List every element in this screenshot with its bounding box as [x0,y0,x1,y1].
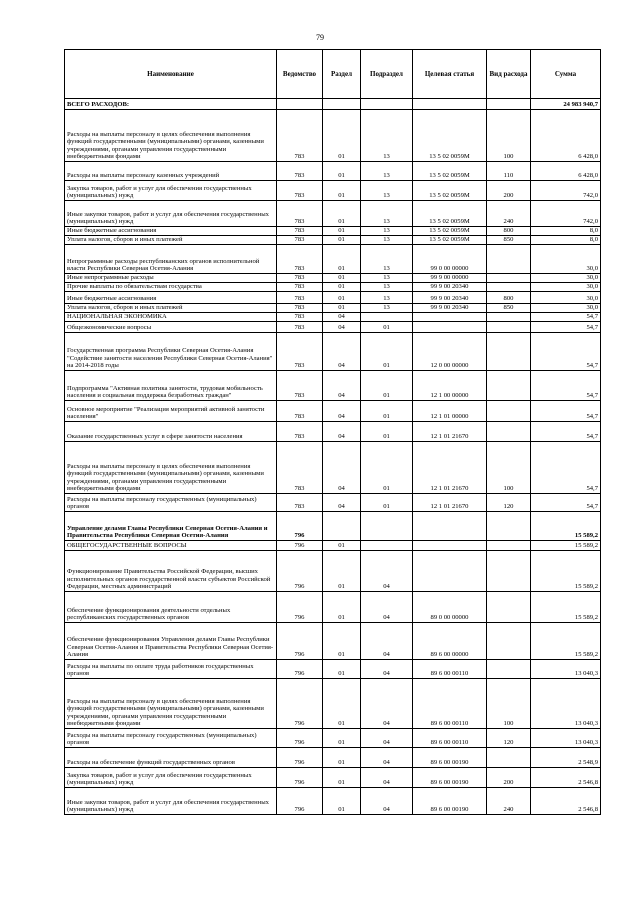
cell-sum: 2 546,8 [531,788,601,815]
cell-target: 99 9 00 20340 [413,304,487,313]
cell-vedomstvo: 783 [277,442,323,494]
cell-vedomstvo: 783 [277,201,323,227]
cell-target: 13 5 02 0059М [413,162,487,181]
cell-razdel: 01 [323,748,361,768]
cell-sum: 742,0 [531,201,601,227]
cell-podrazdel: 04 [361,679,413,729]
cell-vedomstvo: 783 [277,227,323,236]
cell-sum: 15 589,2 [531,551,601,592]
cell-vid: 100 [487,110,531,162]
cell-vid: 800 [487,227,531,236]
cell-vid: 850 [487,236,531,245]
cell-razdel: 01 [323,623,361,660]
cell-name: Управление делами Главы Республики Северная Осетия-Алания и Правительства Республики Северная Осетия-Алания [65,512,277,541]
cell-podrazdel: 04 [361,729,413,748]
cell-name: Оказание государственных услуг в сфере занятости населения [65,422,277,442]
cell-razdel: 04 [323,494,361,512]
header-vedomstvo: Ведомство [277,50,323,99]
cell-vid [487,623,531,660]
table-row [65,313,601,322]
cell-name: Уплата налогов, сборов и иных платежей [65,304,277,313]
cell-target: 99 9 00 20340 [413,283,487,292]
cell-podrazdel: 04 [361,768,413,788]
cell-name: Закупка товаров, работ и услуг для обеспечения государственных (муниципальных) нужд [65,181,277,201]
cell-sum: 8,0 [531,227,601,236]
cell-podrazdel [361,512,413,541]
cell-razdel: 04 [323,422,361,442]
cell-target: 12 1 01 21670 [413,494,487,512]
table-row [65,422,601,442]
cell-vid: 100 [487,679,531,729]
cell-vid: 850 [487,304,531,313]
cell-podrazdel: 13 [361,283,413,292]
cell-target [413,512,487,541]
cell-name: Расходы на обеспечение функций государственных органов [65,748,277,768]
cell-razdel: 04 [323,442,361,494]
table-row [65,236,601,245]
cell-name: НАЦИОНАЛЬНАЯ ЭКОНОМИКА [65,313,277,322]
table-row [65,292,601,304]
cell-podrazdel: 13 [361,245,413,274]
cell-vid: 200 [487,768,531,788]
cell-name: Расходы на выплаты персоналу государственных (муниципальных) органов [65,729,277,748]
cell-sum: 54,7 [531,494,601,512]
table-row [65,181,601,201]
cell-vedomstvo: 783 [277,110,323,162]
cell-podrazdel: 04 [361,551,413,592]
cell-name: Иные закупки товаров, работ и услуг для обеспечения государственных (муниципальных) нужд [65,788,277,815]
cell-vid [487,551,531,592]
cell-target: 89 6 00 00110 [413,729,487,748]
cell-vedomstvo: 783 [277,401,323,422]
cell-sum: 8,0 [531,236,601,245]
table-row [65,623,601,660]
cell-vid [487,422,531,442]
cell-razdel: 01 [323,551,361,592]
cell-vid [487,748,531,768]
cell-vedomstvo: 783 [277,313,323,322]
cell-name: Закупка товаров, работ и услуг для обеспечения государственных (муниципальных) нужд [65,768,277,788]
cell-razdel: 04 [323,313,361,322]
cell-name: Расходы на выплаты персоналу в целях обеспечения выполнения функций государственными (муниципальными) органами, казенными учреждениями, органами управления государственными внебюджетными фондами [65,679,277,729]
cell-name: Иные бюджетные ассигнования [65,227,277,236]
cell-name: Уплата налогов, сборов и иных платежей [65,236,277,245]
cell-name: ВСЕГО РАСХОДОВ: [65,99,277,110]
cell-razdel: 01 [323,679,361,729]
cell-vedomstvo: 796 [277,679,323,729]
cell-razdel: 01 [323,201,361,227]
cell-podrazdel: 13 [361,274,413,283]
table-row [65,245,601,274]
cell-sum: 15 589,2 [531,541,601,551]
table-row [65,283,601,292]
table-row [65,110,601,162]
cell-vedomstvo: 783 [277,322,323,333]
table-row [65,442,601,494]
table-row [65,592,601,623]
cell-sum: 54,7 [531,401,601,422]
cell-vedomstvo: 796 [277,729,323,748]
cell-name: Расходы на выплаты персоналу в целях обеспечения выполнения функций государственными (муниципальными) органами, казенными учреждениями, органами управления государственными внебюджетными фондами [65,110,277,162]
cell-vid [487,660,531,679]
cell-sum: 30,0 [531,304,601,313]
cell-target: 99 9 00 20340 [413,292,487,304]
cell-razdel: 04 [323,371,361,401]
cell-podrazdel: 04 [361,748,413,768]
cell-target: 89 6 00 00190 [413,748,487,768]
cell-razdel [323,99,361,110]
cell-target: 12 1 01 00000 [413,401,487,422]
cell-razdel [323,512,361,541]
cell-podrazdel: 01 [361,322,413,333]
table-row [65,494,601,512]
cell-vid: 240 [487,788,531,815]
cell-target: 89 6 00 00110 [413,679,487,729]
table-row [65,99,601,110]
cell-name: Иные бюджетные ассигнования [65,292,277,304]
cell-target: 13 5 02 0059М [413,181,487,201]
cell-razdel: 04 [323,322,361,333]
cell-target: 89 6 00 00190 [413,768,487,788]
cell-razdel: 01 [323,245,361,274]
cell-vedomstvo: 783 [277,245,323,274]
table-row [65,401,601,422]
cell-target: 89 0 00 00000 [413,592,487,623]
cell-sum: 13 040,3 [531,660,601,679]
cell-sum: 742,0 [531,181,601,201]
cell-vid [487,541,531,551]
cell-podrazdel: 13 [361,181,413,201]
cell-razdel: 04 [323,401,361,422]
cell-sum: 15 589,2 [531,592,601,623]
cell-name: Прочие выплаты по обязательствам государства [65,283,277,292]
cell-target: 99 9 00 00000 [413,274,487,283]
cell-podrazdel [361,99,413,110]
cell-name: Расходы на выплаты по оплате труда работников государственных органов [65,660,277,679]
cell-vedomstvo: 796 [277,551,323,592]
table-row [65,371,601,401]
cell-vedomstvo: 783 [277,371,323,401]
cell-sum: 54,7 [531,313,601,322]
cell-sum: 13 040,3 [531,729,601,748]
cell-vid: 100 [487,442,531,494]
cell-razdel: 01 [323,283,361,292]
table-row [65,227,601,236]
cell-target [413,313,487,322]
cell-target: 89 6 00 00110 [413,660,487,679]
cell-razdel: 01 [323,592,361,623]
cell-target: 89 6 00 00000 [413,623,487,660]
cell-vid [487,99,531,110]
cell-vedomstvo: 796 [277,623,323,660]
cell-vid [487,401,531,422]
cell-name: Функционирование Правительства Российской Федерации, высших исполнительных органов государственной власти субъектов Российской Федерации, местных администраций [65,551,277,592]
table-row [65,512,601,541]
cell-podrazdel: 01 [361,422,413,442]
cell-vid [487,371,531,401]
cell-vid [487,322,531,333]
cell-podrazdel: 13 [361,236,413,245]
cell-target: 89 6 00 00190 [413,788,487,815]
cell-podrazdel: 13 [361,227,413,236]
cell-name: Общеэкономические вопросы [65,322,277,333]
header-razdel: Раздел [323,50,361,99]
expenditure-table [64,49,601,815]
cell-name: Обеспечение функционирования деятельности отдельных республиканских государственных органов [65,592,277,623]
table-row [65,729,601,748]
cell-vid [487,333,531,371]
cell-podrazdel: 13 [361,304,413,313]
cell-podrazdel: 13 [361,201,413,227]
cell-vedomstvo: 796 [277,541,323,551]
table-row [65,201,601,227]
cell-razdel: 01 [323,162,361,181]
cell-podrazdel: 04 [361,592,413,623]
cell-sum: 13 040,3 [531,679,601,729]
cell-vid [487,313,531,322]
cell-name: ОБЩЕГОСУДАРСТВЕННЫЕ ВОПРОСЫ [65,541,277,551]
cell-vid [487,283,531,292]
cell-razdel: 01 [323,227,361,236]
table-row [65,551,601,592]
table-row [65,162,601,181]
cell-target: 99 0 00 00000 [413,245,487,274]
cell-vedomstvo: 783 [277,236,323,245]
cell-vedomstvo: 796 [277,512,323,541]
cell-podrazdel: 01 [361,401,413,422]
cell-razdel: 01 [323,541,361,551]
cell-podrazdel: 01 [361,494,413,512]
cell-podrazdel: 01 [361,371,413,401]
table-row [65,541,601,551]
cell-podrazdel: 13 [361,162,413,181]
cell-razdel: 01 [323,729,361,748]
table-row [65,679,601,729]
cell-name: Расходы на выплаты персоналу государственных (муниципальных) органов [65,494,277,512]
cell-sum: 15 589,2 [531,512,601,541]
table-row [65,660,601,679]
table-row [65,788,601,815]
cell-sum: 6 428,0 [531,110,601,162]
header-vid: Вид расхода [487,50,531,99]
cell-name: Иные закупки товаров, работ и услуг для обеспечения государственных (муниципальных) нужд [65,201,277,227]
cell-sum: 2 548,9 [531,748,601,768]
cell-vid: 120 [487,494,531,512]
cell-vedomstvo: 796 [277,748,323,768]
cell-name: Непрограммные расходы республиканских органов исполнительной власти Республики Северная Осетия-Алания [65,245,277,274]
cell-podrazdel [361,313,413,322]
header-target: Целевая статья [413,50,487,99]
cell-vid [487,512,531,541]
cell-vedomstvo: 796 [277,768,323,788]
cell-target: 13 5 02 0059М [413,227,487,236]
cell-target: 13 5 02 0059М [413,201,487,227]
cell-razdel: 04 [323,333,361,371]
cell-vedomstvo: 796 [277,788,323,815]
cell-razdel: 01 [323,110,361,162]
table-row [65,304,601,313]
cell-name: Иные непрограммные расходы [65,274,277,283]
cell-target [413,541,487,551]
cell-vedomstvo: 783 [277,422,323,442]
cell-sum: 2 546,8 [531,768,601,788]
cell-sum: 30,0 [531,292,601,304]
cell-sum: 54,7 [531,371,601,401]
cell-vid [487,245,531,274]
cell-podrazdel: 01 [361,442,413,494]
cell-podrazdel: 04 [361,788,413,815]
header-name: Наименование [65,50,277,99]
cell-podrazdel: 13 [361,110,413,162]
cell-razdel: 01 [323,304,361,313]
cell-vedomstvo: 783 [277,333,323,371]
cell-sum: 15 589,2 [531,623,601,660]
cell-target [413,322,487,333]
table-row [65,322,601,333]
header-sum: Сумма [531,50,601,99]
cell-podrazdel: 04 [361,660,413,679]
cell-name: Подпрограмма "Активная политика занятости, трудовая мобильность населения и социальная поддержка безработных граждан" [65,371,277,401]
cell-name: Обеспечение функционирования Управления делами Главы Республики Северная Осетия-Алания и Правительства Республики Северная Осетия-Алания [65,623,277,660]
cell-podrazdel: 04 [361,623,413,660]
page-number: 79 [316,33,324,42]
cell-sum: 54,7 [531,442,601,494]
cell-name: Основное мероприятие "Реализация мероприятий активной занятости населения" [65,401,277,422]
cell-target: 13 5 02 0059М [413,236,487,245]
cell-vid: 800 [487,292,531,304]
cell-podrazdel: 01 [361,333,413,371]
cell-vedomstvo: 783 [277,274,323,283]
cell-vid [487,274,531,283]
cell-razdel: 01 [323,181,361,201]
cell-podrazdel: 13 [361,292,413,304]
cell-vid: 240 [487,201,531,227]
cell-vedomstvo [277,99,323,110]
cell-sum: 24 983 940,7 [531,99,601,110]
cell-sum: 30,0 [531,274,601,283]
cell-vedomstvo: 783 [277,162,323,181]
cell-sum: 30,0 [531,283,601,292]
cell-vedomstvo: 796 [277,592,323,623]
cell-target: 12 1 00 00000 [413,371,487,401]
cell-razdel: 01 [323,292,361,304]
table-row [65,274,601,283]
cell-name: Государственная программа Республики Северная Осетия-Алания "Содействие занятости населения Республики Северная Осетия-Алания" на 2014-2018 годы [65,333,277,371]
cell-sum: 54,7 [531,322,601,333]
cell-target: 12 0 00 00000 [413,333,487,371]
cell-sum: 30,0 [531,245,601,274]
cell-vid: 110 [487,162,531,181]
cell-razdel: 01 [323,788,361,815]
cell-target [413,551,487,592]
table-row [65,748,601,768]
table-header-row [65,50,601,99]
header-podrazdel: Подраздел [361,50,413,99]
cell-target: 12 1 01 21670 [413,442,487,494]
cell-vedomstvo: 783 [277,181,323,201]
cell-razdel: 01 [323,274,361,283]
cell-sum: 54,7 [531,333,601,371]
cell-vedomstvo: 796 [277,660,323,679]
cell-vedomstvo: 783 [277,292,323,304]
cell-name: Расходы на выплаты персоналу в целях обеспечения выполнения функций государственными (муниципальными) органами, казенными учреждениями, органами управления государственными внебюджетными фондами [65,442,277,494]
table-row [65,333,601,371]
cell-razdel: 01 [323,660,361,679]
cell-name: Расходы на выплаты персоналу казенных учреждений [65,162,277,181]
cell-vid: 120 [487,729,531,748]
table-row [65,768,601,788]
cell-podrazdel [361,541,413,551]
cell-target: 12 1 01 21670 [413,422,487,442]
cell-vid [487,592,531,623]
cell-target [413,99,487,110]
cell-razdel: 01 [323,768,361,788]
cell-vedomstvo: 783 [277,304,323,313]
cell-vedomstvo: 783 [277,283,323,292]
cell-razdel: 01 [323,236,361,245]
cell-vedomstvo: 783 [277,494,323,512]
cell-target: 13 5 02 0059М [413,110,487,162]
cell-vid: 200 [487,181,531,201]
cell-sum: 6 428,0 [531,162,601,181]
cell-sum: 54,7 [531,422,601,442]
